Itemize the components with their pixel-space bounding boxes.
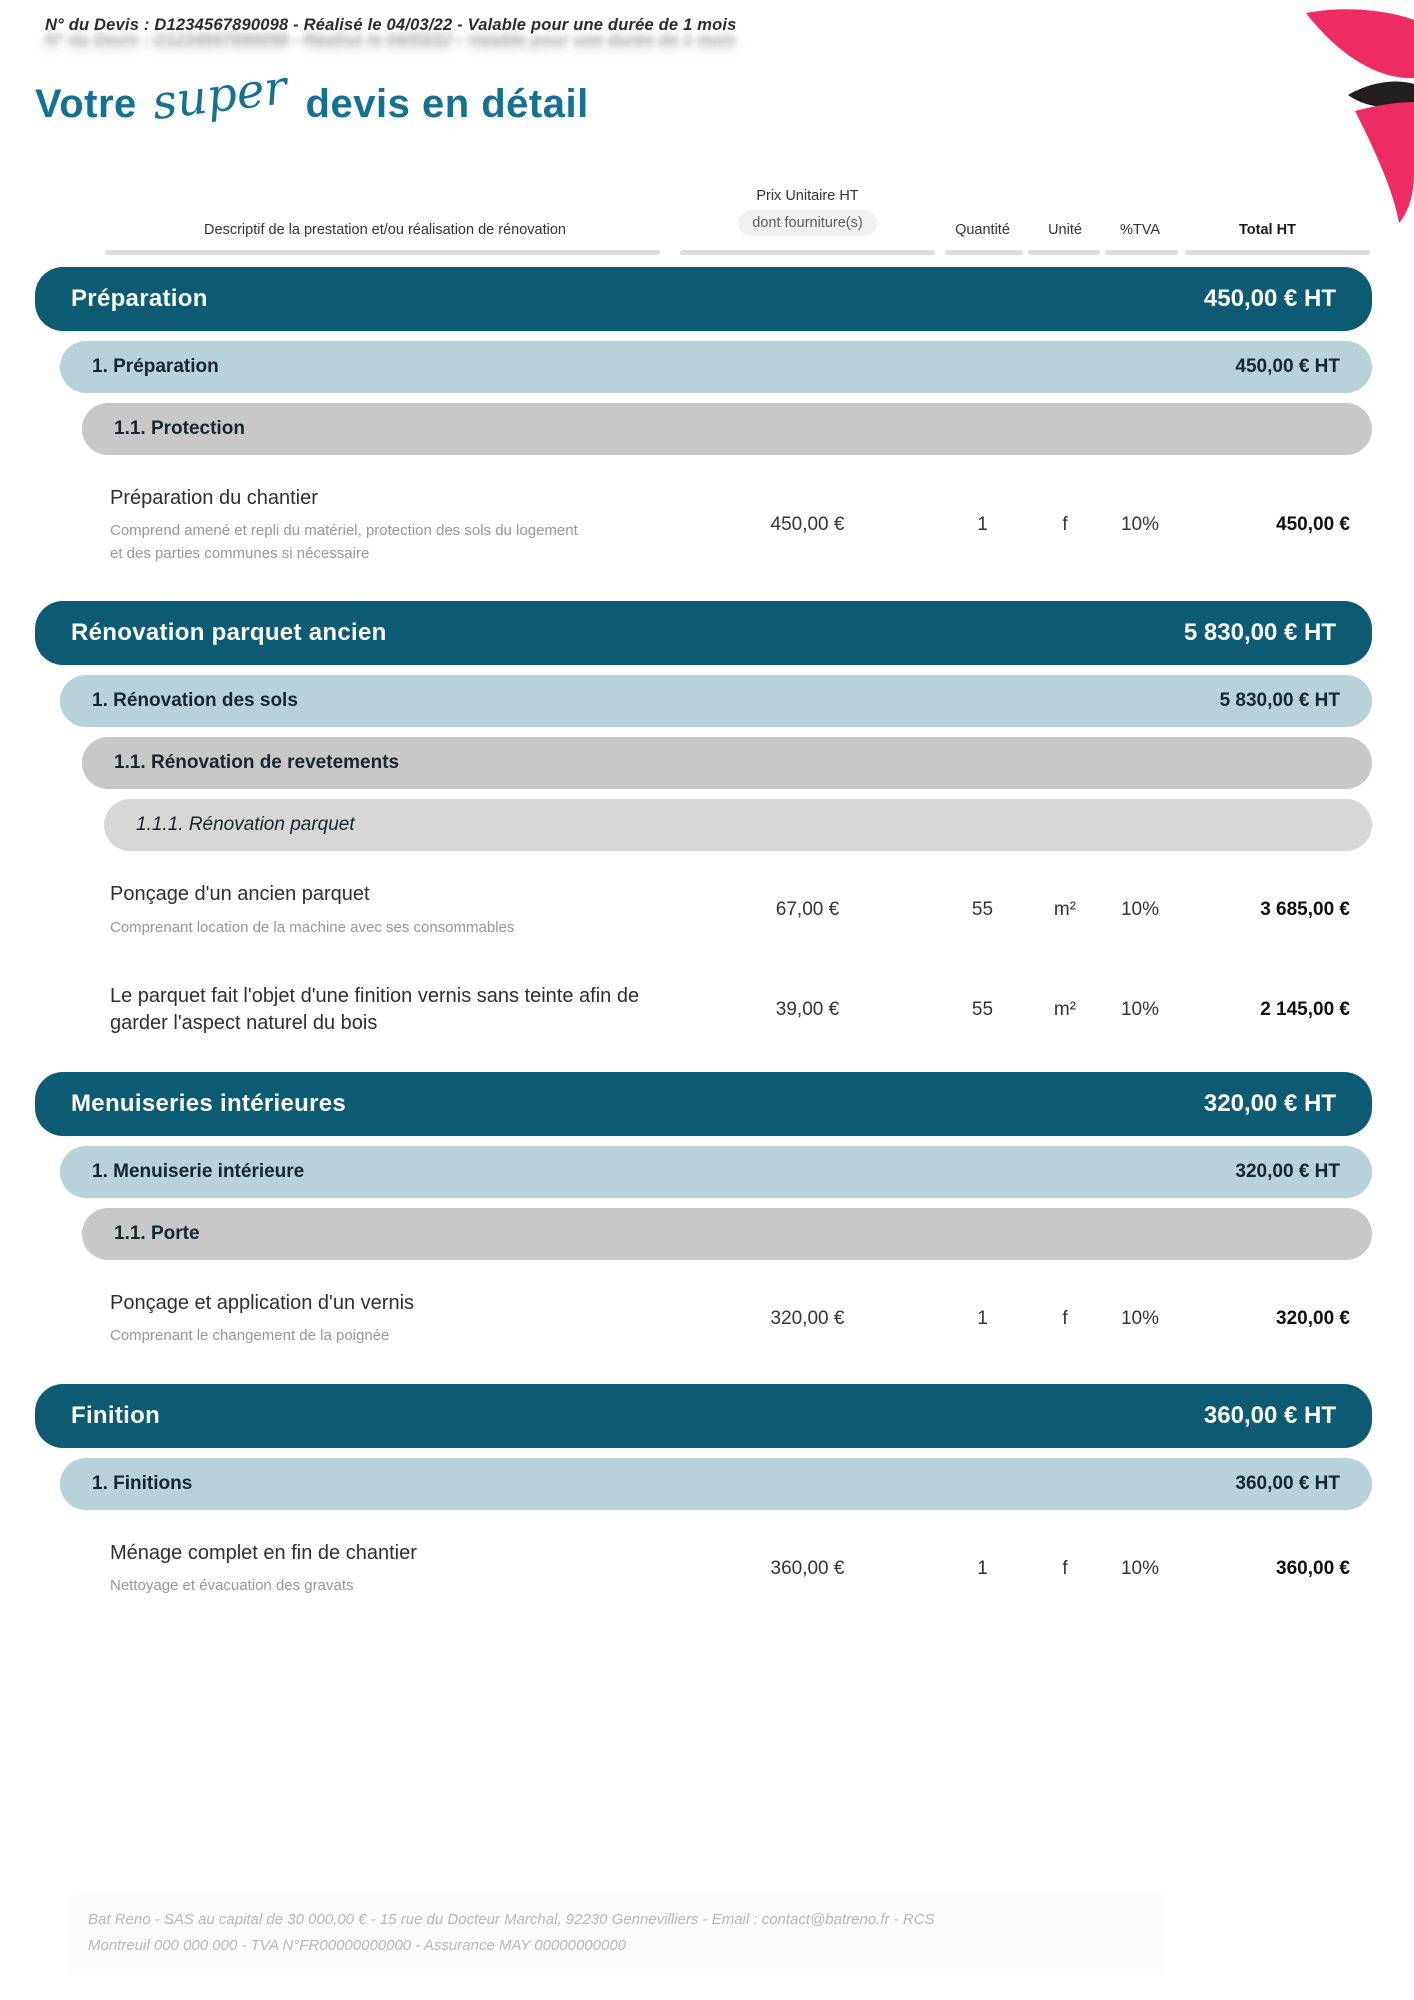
brand-logo-icon: [1302, 0, 1414, 235]
line-item-label: [35, 485, 680, 565]
subsection-bar-level-1: [60, 1146, 1372, 1198]
line-item-quantity: 1: [977, 1308, 988, 1329]
subsection-total: 5 830,00 € HT: [1219, 690, 1340, 712]
line-item-description: Comprend amené et repli du matériel, protection des sols du logement et des parties communes si nécessaire: [110, 522, 578, 562]
section: [35, 267, 1372, 589]
section-total: 320,00 € HT: [1203, 1090, 1336, 1118]
line-item-unit: m²: [1053, 998, 1077, 1020]
line-item-row: [35, 1270, 1372, 1372]
line-item-quantity: 1: [977, 1557, 988, 1579]
line-item-label: [35, 881, 680, 939]
line-item-unit-price: 360,00 €: [770, 1557, 845, 1579]
line-item-unit-price: 67,00 €: [775, 899, 840, 921]
subsection-bar-level-3: [104, 799, 1372, 851]
line-item-unit: m²: [1053, 899, 1077, 921]
line-item-quantity: 55: [971, 998, 994, 1020]
footer-line-1: Bat Reno - SAS au capital de 30 000,00 € - 15 rue du Docteur Marchal, 92230 Gennevilliers - Email : contact@batreno.fr - RCS: [88, 1911, 935, 1928]
line-item-total: 320,00 €: [1276, 1308, 1350, 1329]
line-item-row: [35, 1520, 1372, 1622]
section: [35, 1072, 1372, 1372]
line-item-tva: 10%: [1120, 998, 1160, 1020]
line-item-title: Ponçage d'un ancien parquet: [110, 883, 370, 906]
section-total: 360,00 € HT: [1203, 1401, 1336, 1429]
line-item-unit: f: [1062, 514, 1068, 536]
subsection-bar-level-2: [82, 737, 1372, 789]
line-item-total: 360,00 €: [1276, 1557, 1350, 1579]
column-header-prix-unitaire: Prix Unitaire HT: [756, 188, 859, 204]
devis-number-banner: N° du Devis : D1234567890098 - Réalisé le 04/03/22 - Valable pour une durée de 1 mois: [45, 16, 737, 34]
subsection-total: 320,00 € HT: [1235, 1161, 1340, 1183]
section-total: 450,00 € HT: [1203, 285, 1336, 312]
line-item-quantity: 1: [977, 514, 988, 536]
line-item-label: [35, 983, 680, 1036]
section-header-bar: [35, 1072, 1372, 1136]
line-item-description: Comprenant location de la machine avec ses consommables: [110, 918, 515, 936]
line-item-title: Préparation du chantier: [110, 487, 318, 509]
subsection-label: 1. Rénovation des sols: [92, 690, 298, 712]
page-title: [35, 60, 589, 132]
sections-table: [35, 267, 1372, 1622]
section-header-bar: [35, 1384, 1372, 1448]
line-item-unit-price: 39,00 €: [775, 998, 840, 1020]
subsection-label: 1.1. Protection: [114, 418, 245, 439]
subsection-label: 1.1. Rénovation de revetements: [114, 752, 400, 774]
section-title: Finition: [71, 1401, 161, 1429]
subsection-label: 1. Menuiserie intérieure: [92, 1161, 305, 1183]
subsection-total: 360,00 € HT: [1235, 1472, 1340, 1494]
column-header-unite: Unité: [1048, 222, 1082, 238]
line-item-description: Nettoyage et évacuation des gravats: [110, 1577, 354, 1595]
section-header-bar: [35, 601, 1372, 665]
line-item-unit-price: 320,00 €: [770, 1308, 845, 1329]
line-item-unit-price: 450,00 €: [770, 514, 845, 536]
subsection-label: 1.1. Porte: [114, 1223, 200, 1245]
line-item-row: [35, 861, 1372, 963]
line-item-tva: 10%: [1120, 514, 1160, 536]
column-header-descriptif: Descriptif de la prestation et/ou réalisation de rénovation: [204, 222, 566, 238]
line-item-row: [35, 963, 1372, 1060]
line-item-row: [35, 465, 1372, 589]
section-title: Préparation: [71, 285, 208, 312]
section-total: 5 830,00 € HT: [1183, 619, 1336, 647]
line-item-unit: f: [1062, 1308, 1068, 1329]
subsection-label: 1. Finitions: [92, 1472, 193, 1494]
line-item-label: [35, 1540, 680, 1598]
header-underline: [105, 250, 660, 255]
subsection-bar-level-2: [82, 1208, 1372, 1260]
section-header-bar: [35, 267, 1372, 331]
line-item-title: Ménage complet en fin de chantier: [110, 1541, 417, 1564]
line-item-total: 2 145,00 €: [1260, 998, 1350, 1020]
line-item-total: 3 685,00 €: [1260, 899, 1350, 921]
subsection-bar-level-2: [82, 403, 1372, 455]
line-item-tva: 10%: [1120, 899, 1160, 921]
line-item-tva: 10%: [1120, 1557, 1160, 1579]
subsection-bar-level-1: [60, 675, 1372, 727]
footer-line-2: Montreuil 000 000 000 - TVA N°FR00000000000 - Assurance MAY 00000000000: [88, 1937, 627, 1955]
title-suffix: devis en détail: [305, 82, 589, 126]
subsection-bar-level-1: [60, 341, 1372, 393]
column-header-tva: %TVA: [1119, 222, 1161, 238]
column-header-total-ht: Total HT: [1239, 222, 1296, 238]
header-underline: [1185, 250, 1370, 255]
title-script-word: super: [149, 60, 290, 132]
section: [35, 1384, 1372, 1622]
subsection-label: 1. Préparation: [92, 356, 219, 377]
line-item-description: Comprenant le changement de la poignée: [110, 1327, 390, 1345]
section-title: Menuiseries intérieures: [71, 1090, 347, 1118]
line-item-label: [35, 1290, 680, 1348]
header-underline: [680, 250, 935, 255]
line-item-unit: f: [1062, 1557, 1068, 1579]
section: [35, 601, 1372, 1060]
column-header-dont-fournitures-wrap: [680, 210, 935, 236]
subsection-bar-level-1: [60, 1458, 1372, 1510]
line-item-title: Le parquet fait l'objet d'une finition vernis sans teinte afin de garder l'aspect naturel du bois: [110, 985, 640, 1034]
line-item-tva: 10%: [1120, 1308, 1160, 1329]
subsection-total: 450,00 € HT: [1235, 356, 1340, 377]
column-header-dont-fournitures: dont fourniture(s): [738, 210, 876, 236]
header-underline: [1028, 250, 1100, 255]
column-header-quantite: Quantité: [955, 222, 1010, 238]
title-prefix: Votre: [35, 82, 137, 126]
line-item-total: 450,00 €: [1276, 514, 1350, 536]
company-footer: [70, 1893, 1165, 1974]
logo-svg: [1302, 0, 1414, 235]
section-title: Rénovation parquet ancien: [71, 619, 387, 647]
header-underline: [1105, 250, 1178, 255]
subsection-label: 1.1.1. Rénovation parquet: [136, 814, 355, 836]
line-item-quantity: 55: [971, 899, 994, 921]
line-item-title: Ponçage et application d'un vernis: [110, 1292, 415, 1315]
header-underline: [945, 250, 1023, 255]
